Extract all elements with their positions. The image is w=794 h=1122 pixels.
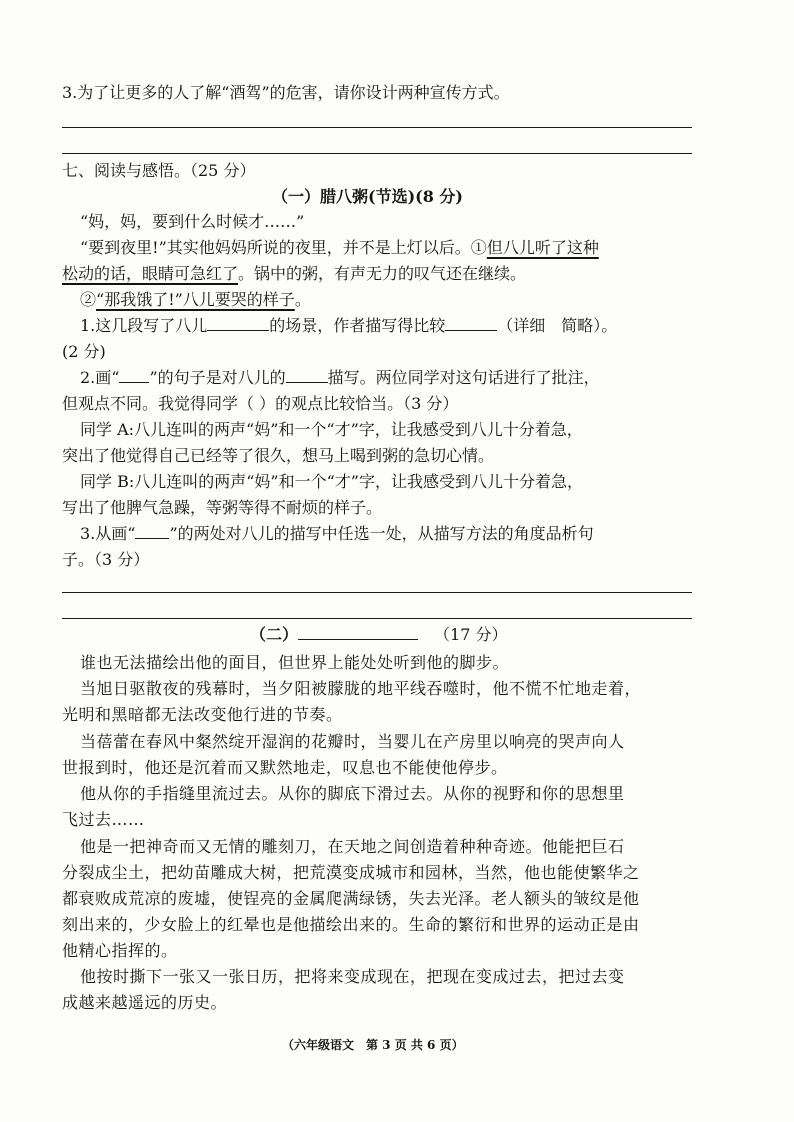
question-2: 2.画“ ”的句子是对八儿的 描写。两位同学对这句话进行了批注， xyxy=(80,368,600,387)
passage-2-line: 成越来越遥远的历史。 xyxy=(62,993,228,1012)
question-3: 子。（3 分） xyxy=(62,550,150,569)
passage-2-line: 世报到时，他还是沉着而又默然地走，叹息也不能使他停步。 xyxy=(62,758,508,777)
passage-1-line: 松动的话，眼睛可急红了。锅中的粥，有声无力的叹气还在继续。 xyxy=(62,264,527,283)
blank-answer[interactable] xyxy=(445,315,497,331)
student-b-opinion: 同学 B:八儿连叫的两声“妈”和一个“才”字，让我感受到八儿十分着急， xyxy=(80,472,583,491)
question-3-top: 3.为了让更多的人了解“酒驾”的危害，请你设计两种宣传方式。 xyxy=(62,83,510,102)
page-footer: （六年级语文 第 3 页 共 6 页） xyxy=(282,1038,464,1052)
section-7-title: 七、阅读与感悟。（25 分） xyxy=(62,161,256,180)
passage-2-line: 刻出来的，少女脸上的红晕也是他描绘出来的。生命的繁衍和世界的运动正是由 xyxy=(62,915,640,934)
answer-line[interactable] xyxy=(62,592,692,593)
passage-2-line: 都衰败成荒凉的废墟，使锃亮的金属爬满绿锈，失去光泽。老人额头的皱纹是他 xyxy=(62,889,640,908)
passage-1-line: “要到夜里!”其实他妈妈所说的夜里，并不是上灯以后。①但八儿听了这种 xyxy=(80,238,599,257)
underlined-sentence: 松动的话，眼睛可急红了 xyxy=(62,264,239,283)
passage-2-line: 飞过去…… xyxy=(62,810,145,829)
student-b-opinion: 写出了他脾气急躁，等粥等得不耐烦的样子。 xyxy=(62,498,383,517)
question-1-score: (2 分) xyxy=(62,342,106,361)
student-a-opinion: 突出了他觉得自己已经等了很久，想马上喝到粥的急切心情。 xyxy=(62,446,495,465)
student-a-opinion: 同学 A:八儿连叫的两声“妈”和一个“才”字，让我感受到八儿十分着急， xyxy=(80,420,583,439)
passage-1-line: “妈，妈，要到什么时候才……” xyxy=(80,212,305,231)
passage-2-line: 光明和黑暗都无法改变他行进的节奏。 xyxy=(62,705,343,724)
passage-2-line: 分裂成尘土，把幼苗雕成大树，把荒漠变成城市和园林，当然，他也能使繁华之 xyxy=(62,863,640,882)
answer-line[interactable] xyxy=(62,153,692,154)
passage-2-line: 他从你的手指缝里流过去。从你的脚底下滑过去。从你的视野和你的思想里 xyxy=(80,784,625,803)
blank-answer[interactable] xyxy=(207,315,269,331)
answer-line[interactable] xyxy=(62,127,692,128)
part-1-title: （一）腊八粥(节选)(8 分) xyxy=(272,187,463,206)
passage-2-line: 他精心指挥的。 xyxy=(62,941,178,960)
question-3: 3.从画“ ”的两处对八儿的描写中任选一处，从描写方法的角度品析句 xyxy=(80,524,594,543)
blank-answer[interactable] xyxy=(286,367,328,383)
passage-2-line: 他是一把神奇而又无情的雕刻刀，在天地之间创造着种种奇迹。他能把巨石 xyxy=(80,837,625,856)
passage-2-line: 当旭日驱散夜的残幕时，当夕阳被朦胧的地平线吞噬时，他不慌不忙地走着， xyxy=(80,679,642,698)
question-1: 1.这几段写了八儿 的场景，作者描写得比较 （详细 简略）。 xyxy=(80,316,618,335)
underline-sample xyxy=(135,523,169,539)
answer-line[interactable] xyxy=(62,618,692,619)
passage-1-line: ②“那我饿了!”八儿要哭的样子。 xyxy=(80,290,311,309)
passage-2-line: 当蓓蕾在春风中粲然绽开湿润的花瓣时，当婴儿在产房里以响亮的哭声向人 xyxy=(80,732,625,751)
passage-2-line: 他按时撕下一张又一张日历，把将来变成现在，把现在变成过去，把过去变 xyxy=(80,967,625,986)
title-blank[interactable] xyxy=(298,624,418,640)
underlined-sentence: “那我饿了!”八儿要哭的样子 xyxy=(96,290,295,309)
part-2-title: （二） （17 分） xyxy=(250,625,508,644)
question-2: 但观点不同。我觉得同学（ ）的观点比较恰当。（3 分） xyxy=(62,394,459,413)
underline-sample xyxy=(119,367,149,383)
passage-2-line: 谁也无法描绘出他的面目，但世界上能处处听到他的脚步。 xyxy=(80,653,510,672)
